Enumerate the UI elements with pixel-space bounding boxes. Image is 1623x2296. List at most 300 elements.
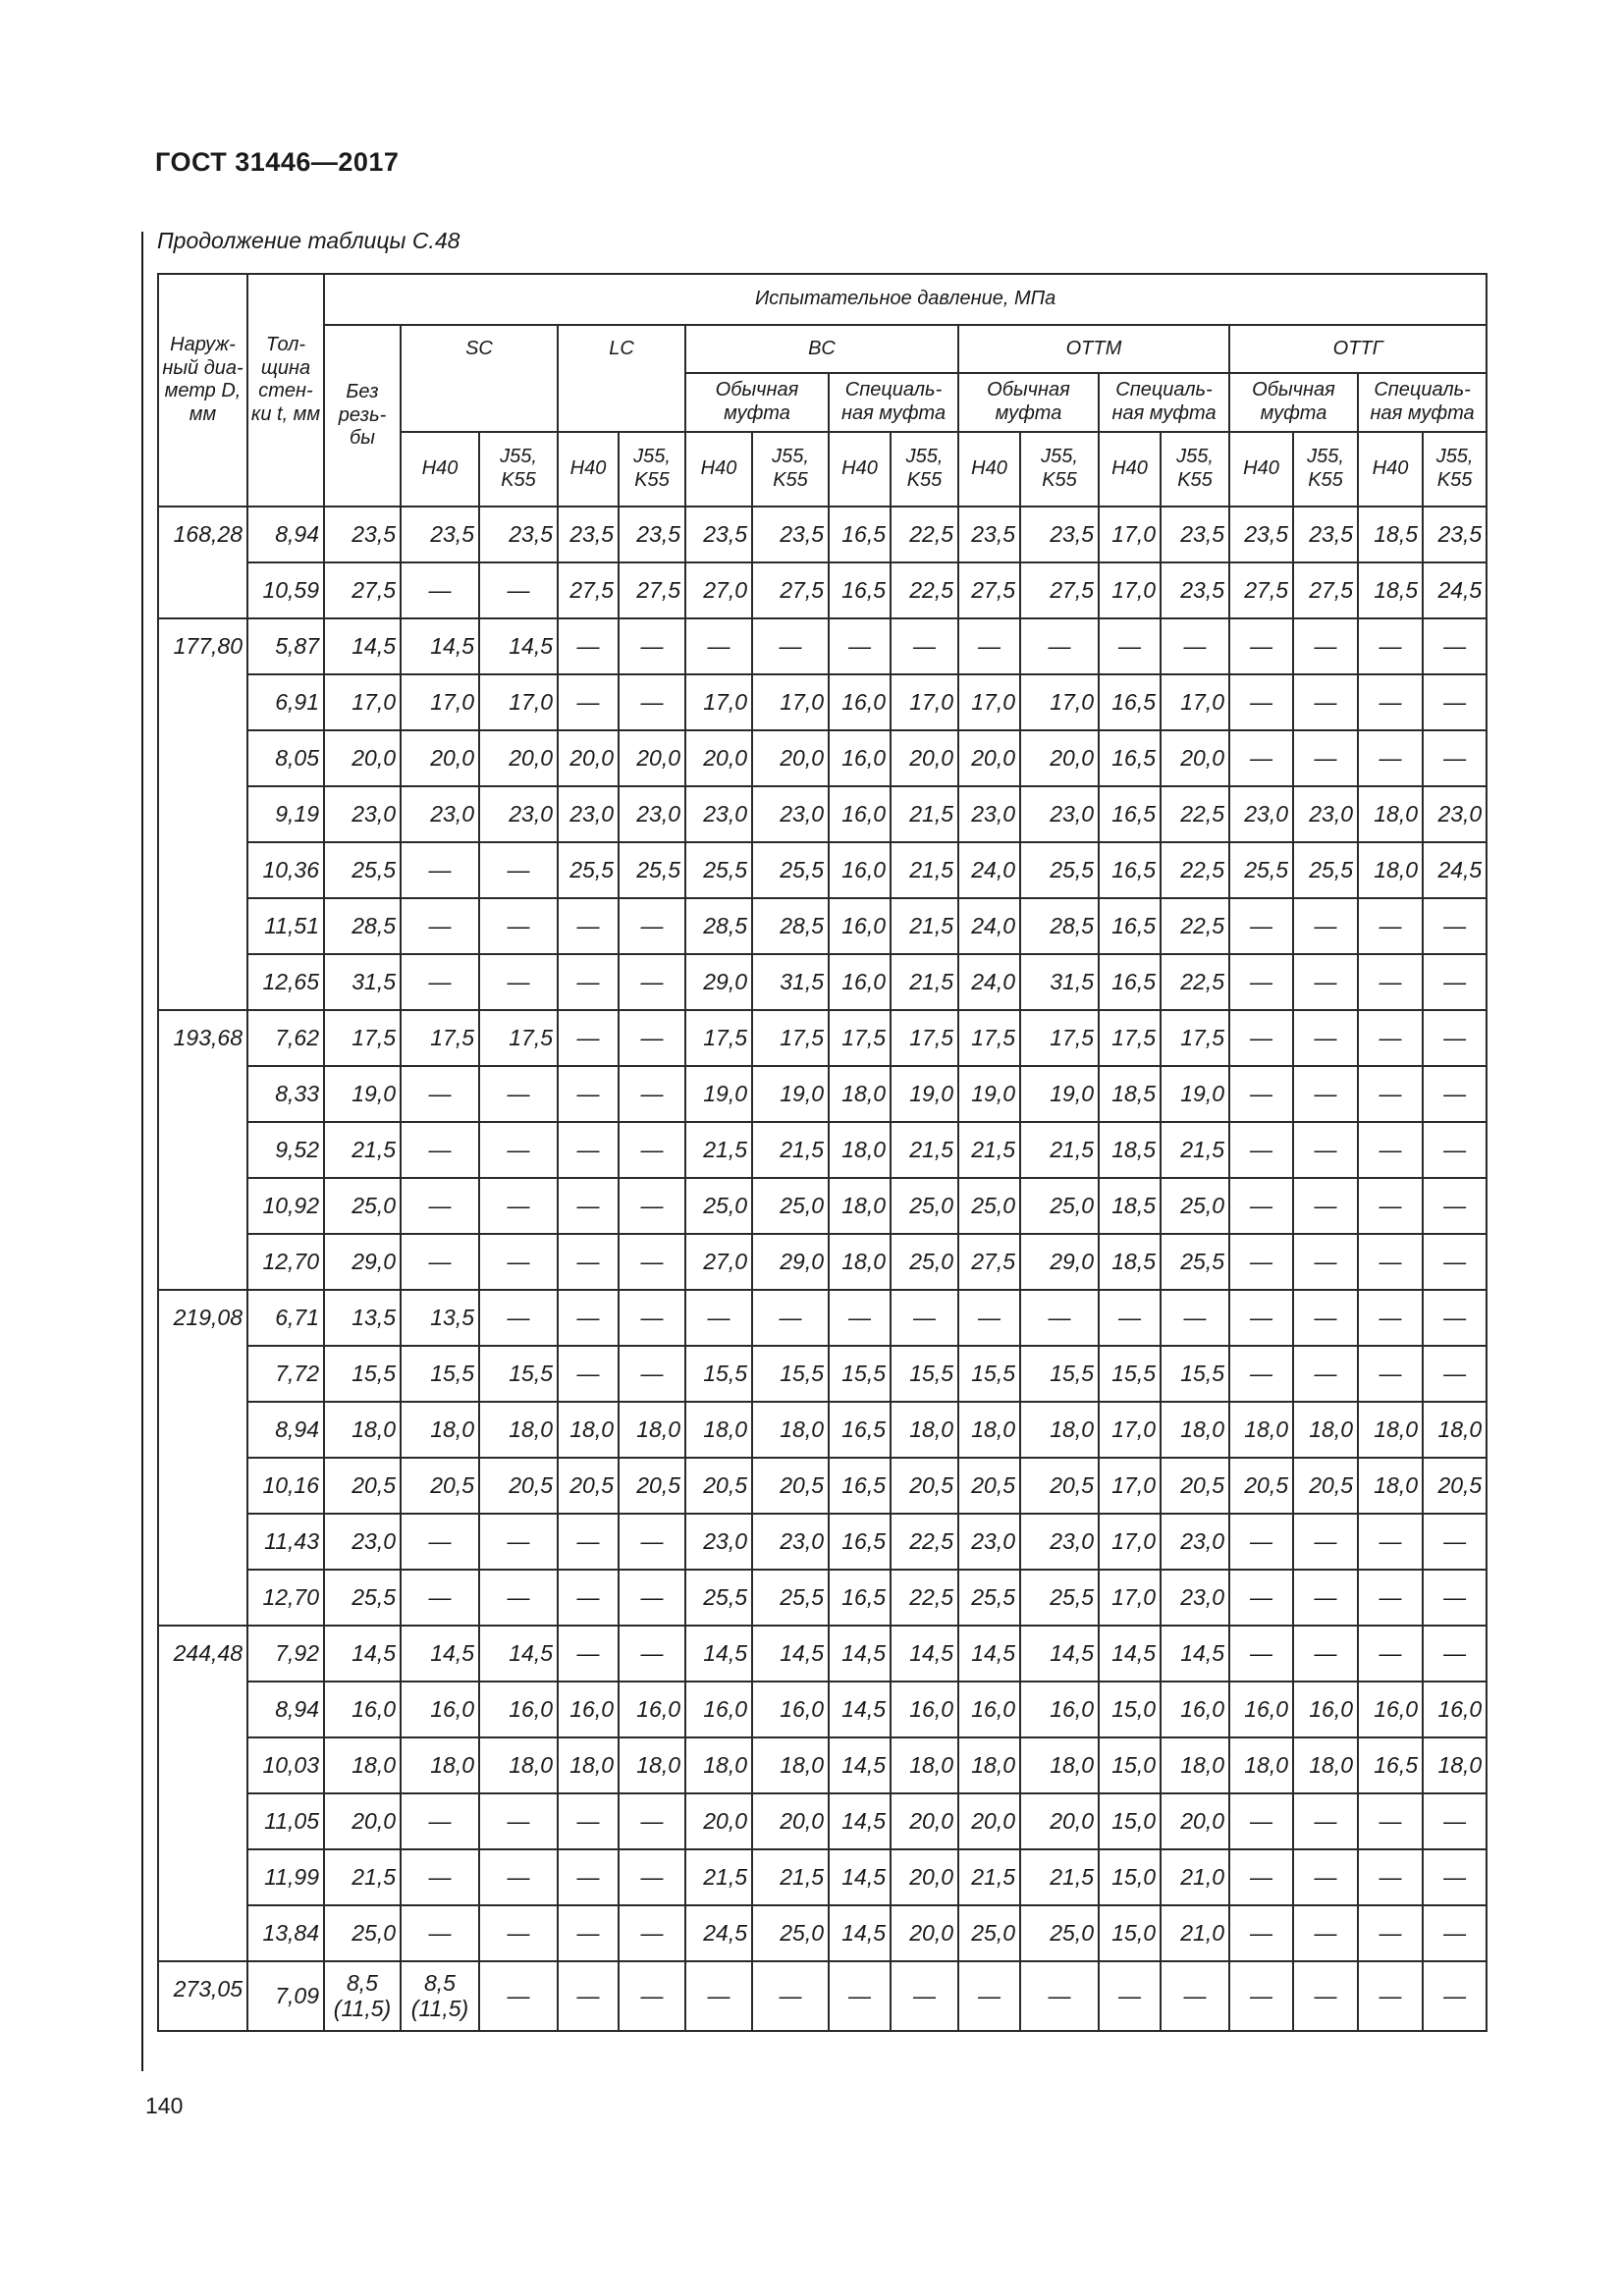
cell-test-pressure: 25,5 (558, 842, 619, 898)
cell-test-pressure: 18,0 (1020, 1402, 1099, 1458)
cell-test-pressure: 23,0 (1161, 1570, 1229, 1626)
cell-test-pressure: 13,5 (324, 1290, 401, 1346)
cell-test-pressure: 18,0 (1358, 1458, 1423, 1514)
table-row (158, 1066, 1487, 1122)
header-bc-special-coupling: Специаль-ная муфта (829, 373, 958, 432)
cell-test-pressure: 25,5 (1161, 1234, 1229, 1290)
cell-test-pressure: 21,5 (891, 786, 958, 842)
cell-outer-diameter: 219,08 (158, 1290, 247, 1626)
table-row (158, 562, 1487, 618)
cell-wall-thickness: 8,05 (247, 730, 324, 786)
cell-test-pressure: — (619, 1514, 685, 1570)
cell-test-pressure: 25,5 (324, 842, 401, 898)
cell-test-pressure: 16,0 (1161, 1682, 1229, 1737)
cell-wall-thickness: 12,70 (247, 1234, 324, 1290)
cell-test-pressure: 21,5 (324, 1849, 401, 1905)
cell-test-pressure: 14,5 (479, 1626, 558, 1682)
cell-wall-thickness: 9,19 (247, 786, 324, 842)
cell-test-pressure: — (1293, 730, 1358, 786)
cell-test-pressure: 21,5 (891, 842, 958, 898)
cell-test-pressure: 15,0 (1099, 1737, 1161, 1793)
cell-test-pressure: 20,5 (479, 1458, 558, 1514)
cell-test-pressure: 17,5 (685, 1010, 752, 1066)
header-grade-j55-k55: J55, K55 (1293, 432, 1358, 507)
cell-test-pressure: 18,0 (829, 1178, 891, 1234)
cell-test-pressure: — (479, 1234, 558, 1290)
cell-wall-thickness: 10,92 (247, 1178, 324, 1234)
cell-test-pressure: 27,5 (958, 562, 1020, 618)
cell-test-pressure: 17,0 (1099, 1514, 1161, 1570)
cell-test-pressure: 17,0 (1099, 562, 1161, 618)
cell-test-pressure: 24,0 (958, 842, 1020, 898)
cell-test-pressure: — (1229, 954, 1293, 1010)
cell-test-pressure: 18,0 (752, 1402, 829, 1458)
table-row (158, 1793, 1487, 1849)
cell-test-pressure: 21,5 (685, 1849, 752, 1905)
cell-test-pressure: — (479, 1122, 558, 1178)
cell-test-pressure: 20,0 (324, 730, 401, 786)
cell-test-pressure: 16,0 (1358, 1682, 1423, 1737)
cell-wall-thickness: 8,94 (247, 1402, 324, 1458)
cell-outer-diameter: 193,68 (158, 1010, 247, 1290)
cell-test-pressure: — (1423, 1793, 1487, 1849)
cell-test-pressure: 23,0 (401, 786, 479, 842)
cell-test-pressure: — (1293, 1849, 1358, 1905)
cell-outer-diameter: 244,48 (158, 1626, 247, 1961)
cell-test-pressure: — (1293, 898, 1358, 954)
cell-test-pressure: 17,0 (1099, 507, 1161, 562)
cell-test-pressure: 18,0 (558, 1402, 619, 1458)
cell-test-pressure: 20,5 (685, 1458, 752, 1514)
cell-test-pressure: 14,5 (752, 1626, 829, 1682)
cell-test-pressure: 23,5 (1161, 507, 1229, 562)
cell-test-pressure: — (1358, 1346, 1423, 1402)
cell-test-pressure: — (619, 1122, 685, 1178)
cell-test-pressure: — (685, 1290, 752, 1346)
cell-test-pressure: — (619, 1346, 685, 1402)
cell-test-pressure: 19,0 (324, 1066, 401, 1122)
cell-test-pressure: 29,0 (324, 1234, 401, 1290)
cell-test-pressure: 18,0 (1293, 1737, 1358, 1793)
cell-test-pressure: 25,0 (752, 1178, 829, 1234)
header-grade-j55-k55: J55, K55 (752, 432, 829, 507)
cell-test-pressure: 15,5 (1020, 1346, 1099, 1402)
cell-test-pressure: — (401, 1793, 479, 1849)
table-row (158, 507, 1487, 562)
cell-test-pressure: 16,0 (829, 898, 891, 954)
cell-test-pressure: — (1423, 1961, 1487, 2031)
cell-test-pressure: 14,5 (1099, 1626, 1161, 1682)
table-row (158, 954, 1487, 1010)
cell-test-pressure: — (479, 1570, 558, 1626)
cell-test-pressure: — (619, 954, 685, 1010)
cell-test-pressure: — (1099, 1961, 1161, 2031)
header-grade-j55-k55: J55, K55 (1161, 432, 1229, 507)
cell-test-pressure: 20,0 (1020, 730, 1099, 786)
cell-test-pressure: 17,0 (324, 674, 401, 730)
cell-test-pressure: 23,5 (1020, 507, 1099, 562)
cell-test-pressure: 20,0 (958, 1793, 1020, 1849)
cell-test-pressure: 16,5 (1358, 1737, 1423, 1793)
cell-test-pressure: 17,0 (685, 674, 752, 730)
cell-test-pressure: 19,0 (958, 1066, 1020, 1122)
cell-test-pressure: 16,5 (1099, 730, 1161, 786)
cell-test-pressure: 20,5 (1423, 1458, 1487, 1514)
cell-test-pressure: 27,0 (685, 1234, 752, 1290)
cell-test-pressure: 20,5 (324, 1458, 401, 1514)
cell-test-pressure: 20,5 (1229, 1458, 1293, 1514)
cell-test-pressure: 25,0 (1020, 1178, 1099, 1234)
cell-test-pressure: — (1358, 674, 1423, 730)
header-ottg-normal-coupling: Обычная муфта (1229, 373, 1358, 432)
table-row (158, 730, 1487, 786)
cell-test-pressure: 23,0 (752, 1514, 829, 1570)
cell-test-pressure: — (619, 1793, 685, 1849)
cell-test-pressure: 31,5 (752, 954, 829, 1010)
cell-test-pressure: 25,5 (1293, 842, 1358, 898)
cell-test-pressure: — (1293, 1010, 1358, 1066)
header-test-pressure: Испытательное давление, МПа (324, 274, 1487, 325)
cell-test-pressure: 23,5 (1293, 507, 1358, 562)
cell-wall-thickness: 13,84 (247, 1905, 324, 1961)
cell-test-pressure: 20,5 (891, 1458, 958, 1514)
cell-test-pressure: 23,0 (1161, 1514, 1229, 1570)
cell-test-pressure: — (401, 1849, 479, 1905)
cell-test-pressure: — (558, 1793, 619, 1849)
cell-test-pressure: 25,0 (324, 1178, 401, 1234)
cell-test-pressure: 16,5 (1099, 954, 1161, 1010)
cell-test-pressure: 25,0 (1020, 1905, 1099, 1961)
cell-test-pressure: 18,0 (829, 1234, 891, 1290)
cell-test-pressure: — (1020, 618, 1099, 674)
cell-test-pressure: — (891, 1290, 958, 1346)
cell-test-pressure: — (1229, 730, 1293, 786)
cell-test-pressure: — (1293, 618, 1358, 674)
cell-test-pressure: 23,0 (479, 786, 558, 842)
cell-test-pressure: 16,5 (829, 1570, 891, 1626)
cell-test-pressure: 23,5 (324, 507, 401, 562)
cell-test-pressure: — (1229, 1793, 1293, 1849)
cell-wall-thickness: 12,65 (247, 954, 324, 1010)
cell-test-pressure: 18,0 (479, 1402, 558, 1458)
header-group-ottg: ОТТГ (1229, 325, 1487, 373)
header-ottm-normal-coupling: Обычная муфта (958, 373, 1099, 432)
cell-test-pressure: — (479, 1514, 558, 1570)
margin-change-bar (141, 232, 143, 2071)
header-diameter: Наруж-ный диа-метр D, мм (158, 274, 247, 507)
cell-test-pressure: 16,0 (324, 1682, 401, 1737)
cell-test-pressure: 20,5 (1293, 1458, 1358, 1514)
cell-test-pressure: — (891, 1961, 958, 2031)
cell-test-pressure: 15,0 (1099, 1905, 1161, 1961)
cell-test-pressure: — (1358, 1122, 1423, 1178)
cell-test-pressure: 20,0 (558, 730, 619, 786)
cell-test-pressure: — (1423, 898, 1487, 954)
cell-wall-thickness: 7,92 (247, 1626, 324, 1682)
cell-test-pressure: 23,0 (685, 786, 752, 842)
cell-test-pressure: 20,0 (891, 1793, 958, 1849)
cell-test-pressure: 18,5 (1099, 1234, 1161, 1290)
cell-wall-thickness: 8,94 (247, 1682, 324, 1737)
cell-test-pressure: — (1423, 1290, 1487, 1346)
cell-test-pressure: — (1293, 1178, 1358, 1234)
cell-test-pressure: 16,0 (1020, 1682, 1099, 1737)
cell-test-pressure: 20,0 (891, 1905, 958, 1961)
cell-test-pressure: 18,0 (619, 1402, 685, 1458)
cell-test-pressure: 20,0 (958, 730, 1020, 786)
cell-test-pressure: 14,5 (401, 618, 479, 674)
cell-test-pressure: 17,0 (479, 674, 558, 730)
cell-test-pressure: — (479, 1849, 558, 1905)
cell-test-pressure: 16,5 (1099, 786, 1161, 842)
cell-test-pressure: — (479, 1905, 558, 1961)
cell-test-pressure: 24,0 (958, 898, 1020, 954)
cell-test-pressure: 16,0 (891, 1682, 958, 1737)
cell-test-pressure: 17,5 (1099, 1010, 1161, 1066)
cell-test-pressure: — (1358, 1178, 1423, 1234)
cell-test-pressure: — (558, 954, 619, 1010)
cell-test-pressure: 18,0 (958, 1737, 1020, 1793)
cell-test-pressure: — (619, 1961, 685, 2031)
cell-test-pressure: 15,5 (752, 1346, 829, 1402)
cell-test-pressure: 20,0 (891, 1849, 958, 1905)
cell-test-pressure: 27,5 (558, 562, 619, 618)
cell-test-pressure: 20,0 (1020, 1793, 1099, 1849)
table-row (158, 674, 1487, 730)
cell-test-pressure: 18,5 (1358, 507, 1423, 562)
cell-test-pressure: — (1293, 1570, 1358, 1626)
cell-test-pressure: — (558, 1234, 619, 1290)
cell-test-pressure: — (401, 1234, 479, 1290)
cell-test-pressure: 15,5 (479, 1346, 558, 1402)
cell-test-pressure: — (1293, 1793, 1358, 1849)
header-ottg-special-coupling: Специаль-ная муфта (1358, 373, 1487, 432)
cell-test-pressure: 16,0 (401, 1682, 479, 1737)
cell-test-pressure: 31,5 (324, 954, 401, 1010)
cell-test-pressure: — (1161, 618, 1229, 674)
cell-test-pressure: 18,0 (1293, 1402, 1358, 1458)
cell-test-pressure: — (1423, 1905, 1487, 1961)
cell-test-pressure: 21,5 (891, 954, 958, 1010)
table-row (158, 1570, 1487, 1626)
cell-test-pressure: 20,5 (401, 1458, 479, 1514)
cell-test-pressure: — (1293, 954, 1358, 1010)
cell-test-pressure: 14,5 (829, 1849, 891, 1905)
cell-test-pressure: — (1358, 1066, 1423, 1122)
cell-test-pressure: 23,5 (685, 507, 752, 562)
cell-test-pressure: 27,5 (752, 562, 829, 618)
table-row (158, 1682, 1487, 1737)
cell-test-pressure: — (619, 1570, 685, 1626)
cell-test-pressure: — (619, 1905, 685, 1961)
cell-test-pressure: — (1293, 1234, 1358, 1290)
cell-test-pressure: 24,5 (685, 1905, 752, 1961)
table-row (158, 1849, 1487, 1905)
cell-test-pressure: 18,0 (1423, 1737, 1487, 1793)
header-grade-h40: Н40 (1099, 432, 1161, 507)
cell-test-pressure: — (752, 1290, 829, 1346)
cell-test-pressure: — (1358, 898, 1423, 954)
cell-test-pressure: 22,5 (1161, 842, 1229, 898)
cell-test-pressure: 28,5 (1020, 898, 1099, 954)
cell-test-pressure: 16,0 (558, 1682, 619, 1737)
cell-test-pressure: 23,0 (752, 786, 829, 842)
cell-test-pressure: — (401, 562, 479, 618)
cell-test-pressure: 16,0 (829, 786, 891, 842)
cell-test-pressure: 29,0 (752, 1234, 829, 1290)
cell-test-pressure: 16,0 (829, 842, 891, 898)
cell-test-pressure: 20,0 (891, 730, 958, 786)
cell-test-pressure: 27,5 (619, 562, 685, 618)
cell-wall-thickness: 8,94 (247, 507, 324, 562)
table-row (158, 1961, 1487, 2031)
cell-test-pressure: 25,5 (324, 1570, 401, 1626)
cell-test-pressure: — (1229, 898, 1293, 954)
cell-test-pressure: 17,5 (752, 1010, 829, 1066)
cell-test-pressure: — (1358, 1961, 1423, 2031)
cell-test-pressure: — (558, 1010, 619, 1066)
table-row (158, 1010, 1487, 1066)
cell-test-pressure: 18,5 (1099, 1066, 1161, 1122)
cell-test-pressure: 21,5 (891, 1122, 958, 1178)
table-row (158, 1402, 1487, 1458)
cell-test-pressure: 23,5 (401, 507, 479, 562)
cell-test-pressure: — (1423, 730, 1487, 786)
cell-test-pressure: — (401, 898, 479, 954)
cell-test-pressure: 24,5 (1423, 562, 1487, 618)
cell-test-pressure: — (479, 1178, 558, 1234)
cell-test-pressure: 15,0 (1099, 1682, 1161, 1737)
cell-test-pressure: 18,0 (685, 1737, 752, 1793)
cell-test-pressure: 16,0 (685, 1682, 752, 1737)
cell-test-pressure: — (1423, 1010, 1487, 1066)
cell-test-pressure: — (829, 618, 891, 674)
cell-wall-thickness: 5,87 (247, 618, 324, 674)
cell-test-pressure: 18,0 (891, 1737, 958, 1793)
cell-test-pressure: — (685, 618, 752, 674)
cell-test-pressure: 27,5 (1020, 562, 1099, 618)
cell-test-pressure: — (1229, 1905, 1293, 1961)
cell-test-pressure: 16,0 (829, 954, 891, 1010)
cell-test-pressure: — (1293, 1290, 1358, 1346)
header-grade-j55-k55: J55, K55 (479, 432, 558, 507)
cell-test-pressure: 20,0 (752, 730, 829, 786)
cell-test-pressure: — (479, 562, 558, 618)
cell-test-pressure: — (619, 1626, 685, 1682)
header-grade-h40: Н40 (829, 432, 891, 507)
cell-test-pressure: — (1293, 674, 1358, 730)
cell-test-pressure: — (479, 954, 558, 1010)
cell-test-pressure: 15,5 (685, 1346, 752, 1402)
cell-wall-thickness: 6,91 (247, 674, 324, 730)
table-body (158, 507, 1487, 2031)
header-grade-j55-k55: J55, K55 (1020, 432, 1099, 507)
cell-test-pressure: — (1020, 1290, 1099, 1346)
cell-wall-thickness: 7,72 (247, 1346, 324, 1402)
cell-test-pressure: 21,0 (1161, 1905, 1229, 1961)
cell-test-pressure: 27,5 (1229, 562, 1293, 618)
cell-test-pressure: 17,5 (324, 1010, 401, 1066)
cell-test-pressure: 17,0 (1099, 1570, 1161, 1626)
cell-test-pressure: — (1423, 1626, 1487, 1682)
cell-test-pressure: 28,5 (685, 898, 752, 954)
cell-test-pressure: 24,0 (958, 954, 1020, 1010)
cell-test-pressure: 19,0 (685, 1066, 752, 1122)
cell-test-pressure: 16,0 (479, 1682, 558, 1737)
table-row (158, 1905, 1487, 1961)
table-row (158, 1234, 1487, 1290)
header-grade-h40: Н40 (1229, 432, 1293, 507)
cell-test-pressure: 16,0 (958, 1682, 1020, 1737)
cell-test-pressure: 19,0 (1161, 1066, 1229, 1122)
cell-test-pressure: 16,0 (752, 1682, 829, 1737)
cell-test-pressure: — (558, 1122, 619, 1178)
cell-test-pressure: — (1358, 1793, 1423, 1849)
cell-test-pressure: — (685, 1961, 752, 2031)
cell-test-pressure: — (558, 1290, 619, 1346)
cell-test-pressure: — (1358, 1290, 1423, 1346)
cell-test-pressure: 25,0 (958, 1905, 1020, 1961)
cell-outer-diameter: 177,80 (158, 618, 247, 1010)
cell-test-pressure: 14,5 (401, 1626, 479, 1682)
cell-test-pressure: 16,0 (829, 730, 891, 786)
cell-test-pressure: 17,0 (1099, 1402, 1161, 1458)
cell-test-pressure: 27,5 (958, 1234, 1020, 1290)
cell-test-pressure: 23,5 (1423, 507, 1487, 562)
cell-test-pressure: 16,5 (829, 1458, 891, 1514)
cell-test-pressure: — (1358, 1905, 1423, 1961)
cell-test-pressure: 23,0 (324, 786, 401, 842)
cell-test-pressure: 8,5 (11,5) (324, 1961, 401, 2031)
cell-test-pressure: 27,0 (685, 562, 752, 618)
cell-test-pressure: 17,5 (891, 1010, 958, 1066)
cell-test-pressure: 22,5 (891, 1570, 958, 1626)
cell-test-pressure: — (1293, 1066, 1358, 1122)
cell-test-pressure: — (479, 1290, 558, 1346)
cell-test-pressure: 17,5 (958, 1010, 1020, 1066)
cell-test-pressure: 21,5 (1020, 1122, 1099, 1178)
cell-test-pressure: 15,0 (1099, 1793, 1161, 1849)
cell-test-pressure: 16,5 (829, 507, 891, 562)
cell-test-pressure: — (1358, 730, 1423, 786)
cell-test-pressure: — (1161, 1290, 1229, 1346)
cell-test-pressure: 18,5 (1099, 1122, 1161, 1178)
cell-test-pressure: 20,0 (1161, 730, 1229, 786)
table-row (158, 1626, 1487, 1682)
cell-test-pressure: — (401, 1570, 479, 1626)
cell-test-pressure: 25,0 (685, 1178, 752, 1234)
cell-test-pressure: — (401, 1066, 479, 1122)
header-group-ottm: ОТТМ (958, 325, 1229, 373)
cell-test-pressure: 14,5 (685, 1626, 752, 1682)
cell-test-pressure: 23,5 (479, 507, 558, 562)
cell-test-pressure: 22,5 (891, 1514, 958, 1570)
cell-test-pressure: — (1423, 1849, 1487, 1905)
cell-test-pressure: — (1293, 1346, 1358, 1402)
cell-test-pressure: — (619, 1849, 685, 1905)
cell-test-pressure: 25,5 (752, 1570, 829, 1626)
cell-test-pressure: 18,0 (891, 1402, 958, 1458)
cell-test-pressure: 23,0 (1229, 786, 1293, 842)
cell-test-pressure: 23,0 (1423, 786, 1487, 842)
cell-test-pressure: — (1229, 1961, 1293, 2031)
cell-test-pressure: 21,5 (685, 1122, 752, 1178)
cell-test-pressure: — (479, 898, 558, 954)
cell-wall-thickness: 7,09 (247, 1961, 324, 2031)
cell-test-pressure: 14,5 (829, 1682, 891, 1737)
cell-test-pressure: 14,5 (829, 1626, 891, 1682)
cell-outer-diameter: 273,05 (158, 1961, 247, 2031)
